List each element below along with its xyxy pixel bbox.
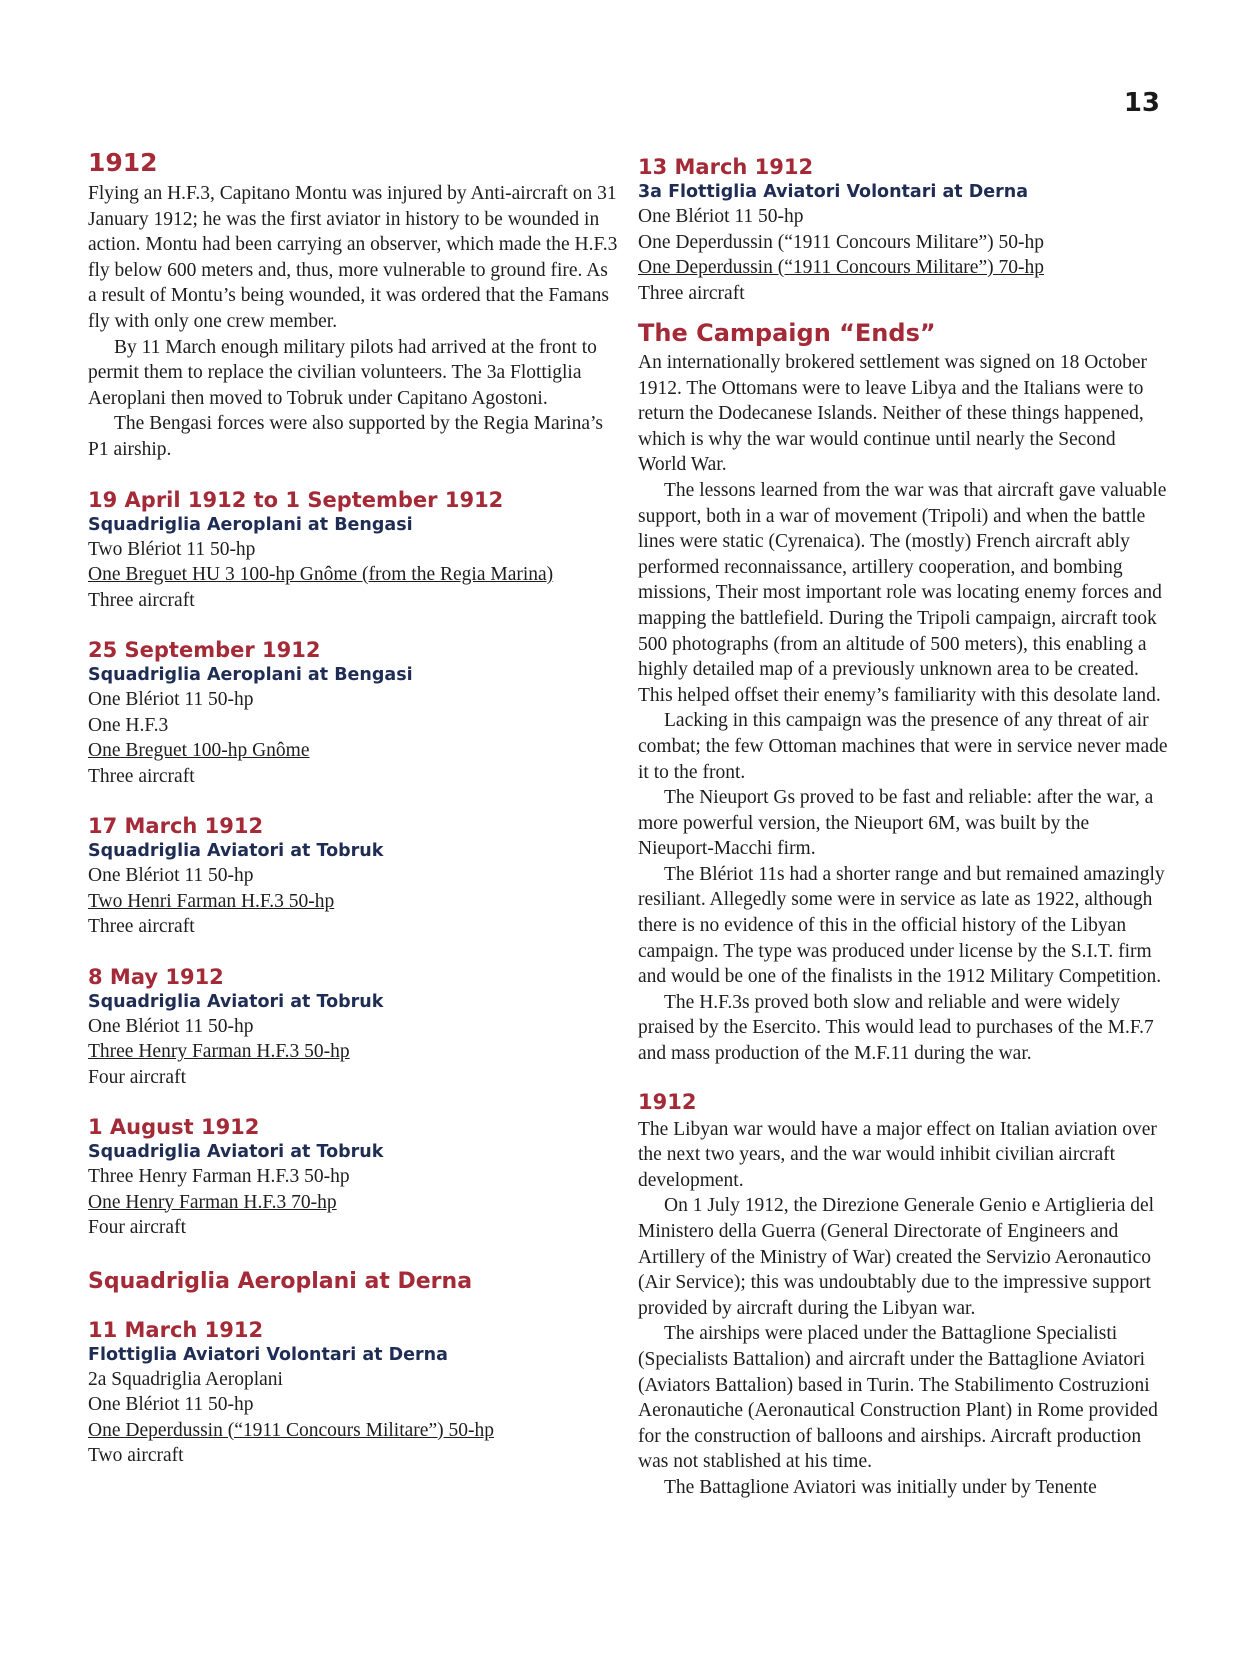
aircraft-line: One Blériot 11 50-hp (638, 206, 804, 227)
derna-heading: Squadriglia Aeroplani at Derna (88, 1268, 473, 1294)
campaign-section (638, 316, 1168, 1067)
entry-date: 1 August 1912 (88, 1115, 260, 1140)
aircraft-line: One Breguet 100-hp Gnôme (88, 740, 310, 762)
paragraph: The Battaglione Aviatori was initially under by Tenente (664, 1476, 1097, 1498)
entry-unit: Squadriglia Aviatori at Tobruk (88, 1142, 384, 1163)
entry-unit: Squadriglia Aviatori at Tobruk (88, 991, 384, 1012)
entry-date: 25 September 1912 (88, 638, 321, 663)
aircraft-line: Two Blériot 11 50-hp (88, 538, 256, 560)
aircraft-line: 2a Squadriglia Aeroplani (88, 1368, 283, 1390)
aircraft-total: Two aircraft (88, 1445, 184, 1467)
entry-date: 17 March 1912 (88, 814, 264, 839)
aircraft-line: One Blériot 11 50-hp (88, 1394, 254, 1416)
paragraph: The airships were placed under the Battaglione Specialisti (Specialists Battalion) and aircraft under the Battaglione Aviatori (Aviators Battalion) based in Turin. The Stabilimento Costruzioni Aeronautiche (Aeronautical Construction Plant) in Rome provided for the construction of balloons and airships. Aircraft production was not stablished at his time. (638, 1323, 1158, 1473)
aircraft-total: Three aircraft (638, 282, 745, 304)
aircraft-list (88, 1164, 620, 1241)
paragraph: By 11 March enough military pilots had arrived at the front to permit them to replace the civilian volunteers. The 3a Flottiglia Aeroplani then moved to Tobruk under Capitano Agostoni. (88, 336, 597, 409)
paragraph: The Bengasi forces were also supported by the Regia Marina’s P1 airship. (88, 413, 603, 460)
aircraft-line: Two Henri Farman H.F.3 50-hp (88, 890, 335, 912)
unit-entry (88, 637, 620, 789)
entry-date: 8 May 1912 (88, 964, 224, 989)
aircraft-line: One Deperdussin (“1911 Concours Militare”) 70-hp (638, 257, 1044, 278)
aircraft-total: Three aircraft (88, 589, 195, 611)
entry-date: 13 March 1912 (638, 155, 814, 179)
aircraft-list (88, 1014, 620, 1091)
entry-unit: Squadriglia Aeroplani at Bengasi (88, 665, 413, 686)
aircraft-line: One Deperdussin (“1911 Concours Militare”) 50-hp (638, 231, 1044, 253)
aircraft-list (88, 1367, 620, 1469)
intro-section (88, 148, 620, 463)
aircraft-line: One Blériot 11 50-hp (88, 865, 254, 887)
aircraft-list (638, 204, 1168, 306)
entry-unit: Flottiglia Aviatori Volontari at Derna (88, 1344, 448, 1365)
paragraph: The H.F.3s proved both slow and reliable and were widely praised by the Esercito. This would lead to purchases of the M.F.7 and mass production of the M.F.11 during the war. (638, 991, 1154, 1065)
aircraft-list (88, 863, 620, 940)
section-heading-1912: 1912 (88, 148, 158, 177)
derna-section (88, 1265, 620, 1299)
paragraph: Flying an H.F.3, Capitano Montu was injured by Anti-aircraft on 31 January 1912; he was the first aviator in history to be wounded in action. Montu had been carrying an observer, which made the H.F.3 fly below 600 meters and, thus, more vulnerable to ground fire. As a result of Montu’s being wounded, it was ordered that the Famans fly with only one crew member. (88, 183, 618, 332)
unit-entry (88, 964, 620, 1091)
aircraft-total: Four aircraft (88, 1066, 186, 1088)
entry-date: 19 April 1912 to 1 September 1912 (88, 487, 504, 512)
aircraft-total: Three aircraft (88, 916, 195, 938)
entry-unit: Squadriglia Aviatori at Tobruk (88, 841, 384, 862)
aftermath-section (638, 1087, 1168, 1501)
aircraft-list (88, 537, 620, 614)
aircraft-total: Four aircraft (88, 1217, 186, 1239)
entry-unit: 3a Flottiglia Aviatori Volontari at Derna (638, 182, 1028, 202)
paragraph: The Blériot 11s had a shorter range and but remained amazingly resiliant. Allegedly some were in service as late as 1922, although there is no evidence of this in the official history of the Libyan campaign. The type was produced under license by the S.I.T. firm and would be one of the finalists in the 1912 Military Competition. (638, 863, 1165, 988)
paragraph: An internationally brokered settlement was signed on 18 October 1912. The Ottomans were to leave Libya and the Italians were to return the Dodecanese Islands. Neither of these things happened, which is why the war would continue until nearly the Second World War. (638, 352, 1148, 476)
entry-unit: Squadriglia Aeroplani at Bengasi (88, 514, 413, 535)
aircraft-line: One Blériot 11 50-hp (88, 689, 254, 711)
unit-entry (88, 487, 620, 614)
unit-entry (88, 1114, 620, 1241)
aircraft-line: One Blériot 11 50-hp (88, 1015, 254, 1037)
page-number: 13 (1123, 88, 1160, 118)
unit-entry (88, 813, 620, 940)
paragraph: On 1 July 1912, the Direzione Generale Genio e Artiglieria del Ministero della Guerra (General Directorate of Engineers and Artillery of the Ministry of War) created the Servizio Aeronautico (Air Service); this was undoubtably due to the impressive support provided by aircraft during the Libyan war. (638, 1195, 1155, 1319)
paragraph: The lessons learned from the war was that aircraft gave valuable support, both in a war of movement (Tripoli) and when the battle lines were static (Cyrenaica). The (mostly) French aircraft ably performed reconnaissance, artillery cooperation, and bombing missions, Their most important role was locating enemy forces and mapping the battlefield. During the Tripoli campaign, aircraft took 500 photographs (from an altitude of 500 meters), this enabling a highly detailed map of a previously unknown area to be created. This helped offset their enemy’s familiarity with this desolate land. (638, 479, 1167, 706)
paragraph: The Libyan war would have a major effect on Italian aviation over the next two years, and the war would inhibit civilian aircraft development. (638, 1118, 1157, 1191)
aircraft-list (88, 687, 620, 789)
left-column (88, 148, 620, 1493)
paragraph: The Nieuport Gs proved to be fast and reliable: after the war, a more powerful version, the Nieuport 6M, was built by the Nieuport-Macchi firm. (638, 787, 1154, 860)
entry-date: 11 March 1912 (88, 1317, 264, 1342)
aircraft-total: Three aircraft (88, 765, 195, 787)
unit-entry (638, 154, 1168, 306)
aircraft-line: Three Henry Farman H.F.3 50-hp (88, 1041, 350, 1063)
aircraft-line: One Henry Farman H.F.3 70-hp (88, 1191, 337, 1213)
aircraft-line: Three Henry Farman H.F.3 50-hp (88, 1166, 350, 1188)
paragraph: Lacking in this campaign was the presence of any threat of air combat; the few Ottoman machines that were in service never made it to the front. (638, 710, 1168, 783)
aircraft-line: One Breguet HU 3 100-hp Gnôme (from the Regia Marina) (88, 564, 554, 586)
unit-entry (88, 1317, 620, 1469)
aircraft-line: One H.F.3 (88, 714, 169, 736)
right-column (638, 154, 1168, 1525)
aircraft-line: One Deperdussin (“1911 Concours Militare”) 50-hp (88, 1419, 494, 1441)
campaign-heading: The Campaign “Ends” (638, 319, 936, 347)
section-heading-1912: 1912 (638, 1089, 697, 1114)
